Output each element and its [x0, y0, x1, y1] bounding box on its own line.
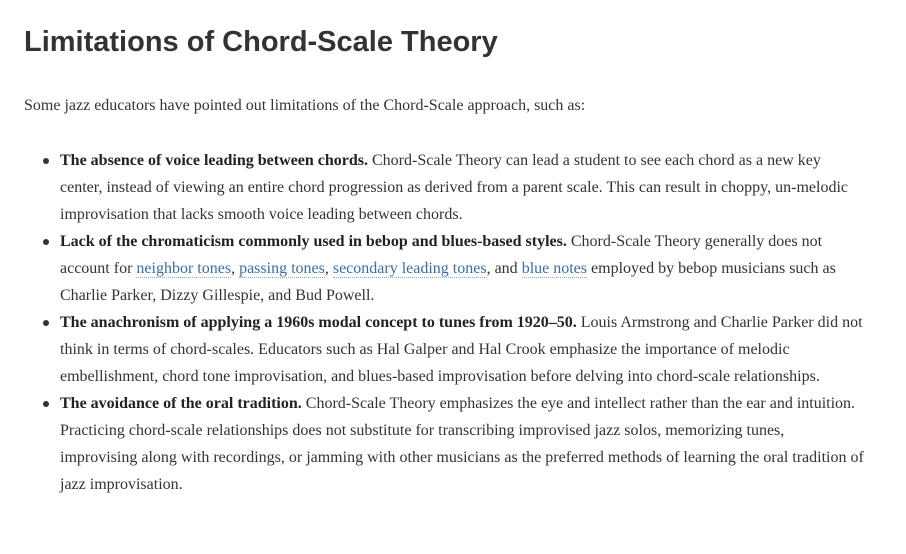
separator: ,: [324, 260, 333, 277]
item-lead: The absence of voice leading between chords.: [60, 152, 368, 169]
item-text: Chord-Scale Theory generally does not account for: [60, 233, 823, 277]
bullet-icon: [43, 239, 49, 245]
item-text: employed by bebop musicians such as Charlie Parker, Dizzy Gillespie, and Bud Powell.: [60, 260, 836, 304]
bullet-icon: [43, 158, 49, 164]
item-lead: The anachronism of applying a 1960s modal concept to tunes from 1920–50.: [60, 314, 577, 331]
item-lead: The avoidance of the oral tradition.: [60, 395, 302, 412]
link-neighbor-tones[interactable]: neighbor tones: [136, 260, 232, 277]
bullet-icon: [43, 401, 49, 407]
list-item: [60, 228, 864, 309]
item-text: Chord-Scale Theory can lead a student to see each chord as a new key center, instead of viewing an entire chord progression as derived from a parent scale. This can result in choppy, un-melodic improvisation that lacks smooth voice leading between chords.: [60, 152, 848, 223]
separator: ,: [231, 260, 240, 277]
link-blue-notes[interactable]: blue notes: [521, 260, 588, 277]
limitations-list: [24, 147, 864, 498]
item-text: Louis Armstrong and Charlie Parker did not think in terms of chord-scales. Educators such as Hal Galper and Hal Crook emphasize the importance of melodic embellishment, chord tone improvisation, and blues-based improvisation before delving into chord-scale relationships.: [60, 314, 863, 385]
separator: , and: [486, 260, 522, 277]
list-item: [60, 309, 864, 390]
section-heading: Limitations of Chord-Scale Theory: [24, 26, 498, 58]
item-lead: Lack of the chromaticism commonly used in bebop and blues-based styles.: [60, 233, 567, 250]
item-text: Chord-Scale Theory emphasizes the eye and intellect rather than the ear and intuition. Practicing chord-scale relationships does not substitute for transcribing improvised jazz solos, memorizing tunes, improvising along with recordings, or jamming with other musicians as the preferred methods of learning the oral tradition of jazz improvisation.: [60, 395, 864, 493]
link-passing-tones[interactable]: passing tones: [239, 260, 325, 277]
bullet-icon: [43, 320, 49, 326]
intro-paragraph: Some jazz educators have pointed out limitations of the Chord-Scale approach, such as:: [24, 97, 586, 114]
link-secondary-leading-tones[interactable]: secondary leading tones: [332, 260, 487, 277]
list-item: [60, 147, 864, 228]
list-item: [60, 390, 864, 498]
